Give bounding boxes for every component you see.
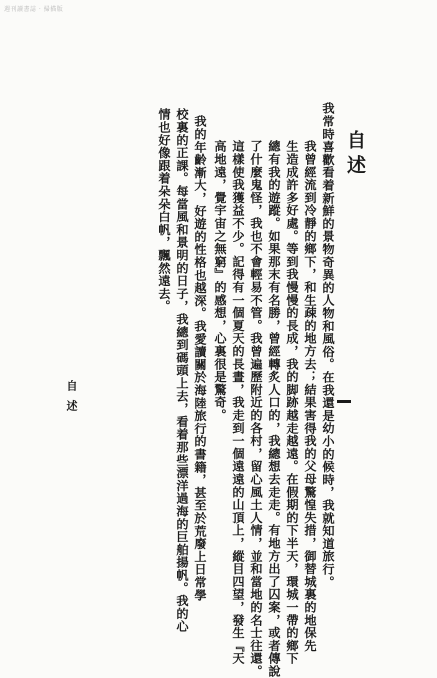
text-column-7: 高地遠，覺宇宙之無窮』的感想，心裏很是驚奇。: [213, 140, 227, 422]
watermark-text: 週刊讀書誌 · 掃描版: [4, 6, 64, 13]
chapter-title: 自述: [344, 130, 366, 180]
text-column-10: 情也好像跟着朵朵白帆，飄然遠去。: [157, 108, 171, 313]
text-column-6: 這樣使我獲益不少。記得有一個夏天的長晝，我走到一個遠遠的山頂上，縱目四望，發生『天: [231, 140, 245, 665]
text-column-9: 校裏的正課。每當風和景明的日子，我總到碼頭上去，看着那些漂洋過海的巨舶揚帆。我的心: [175, 108, 189, 633]
text-column-1: 我常時喜歡看着新鮮的景物奇異的人物和風俗。在我還是幼小的候時，我就知道旅行。: [321, 102, 335, 589]
text-column-8: 我的年齡漸大，好遊的性格也越深。我愛讀關於海陸旅行的書籍，甚至於荒廢上日常學: [193, 115, 207, 602]
text-column-2: 我曾經流到冷靜的鄉下，和生疎的地方去；結果害得我的父母驚惶失措，御替城裏的地保先: [303, 140, 317, 652]
text-column-3: 生造成許多好處。等到我慢慢的長成，我的脚跡越走越遠。在假期的下半天，環城一帶的鄉下: [285, 140, 299, 665]
text-column-4: 總有我的遊蹤。如果那末有名勝，曾經轉炙人口的，我總想去走走。有地方出了囚案，或者傳說: [267, 140, 281, 678]
text-column-5: 了什麼鬼怪，我也不會輕易不管。我曾遍歷附近的各村，留心風土人情，並和當地的名士往還。: [249, 140, 263, 678]
running-footer-title: 自述: [65, 380, 78, 420]
page-number-mark: [337, 400, 351, 403]
